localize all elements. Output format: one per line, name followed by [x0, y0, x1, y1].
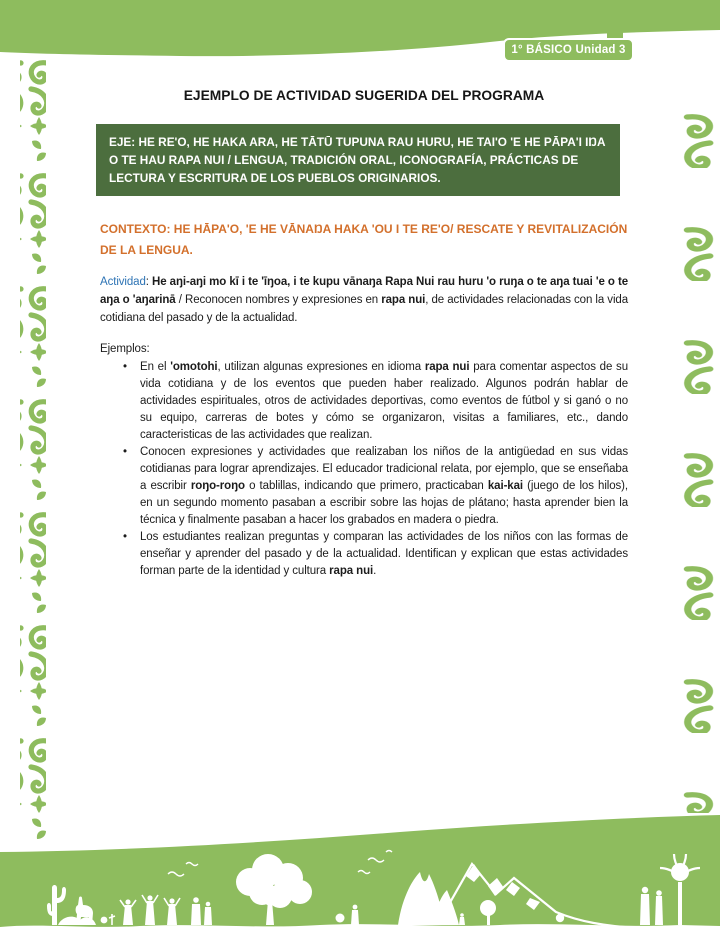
ejemplos-label: Ejemplos: [100, 343, 150, 355]
ejemplos-list [123, 359, 628, 580]
unit-badge: 1° BÁSICO Unidad 3 [503, 38, 634, 62]
ejemplos-section [100, 341, 628, 580]
list-item: • En el 'omotohi, utilizan algunas expresiones en idioma rapa nui para comentar aspectos de su vida cotidiana y de los eventos que pueden haber realizado. Algunos podrán hablar de actividades espirituales, otros de actividades deportivas, como eventos de fútbol y si ganó o no su equipo, carreras de botes y cómo se organizaron, visitas a familiares, etc., dando caracteristicas de las actividades que realizan. [123, 359, 628, 444]
footer-landscape-icon [0, 810, 720, 932]
list-item: • Los estudiantes realizan preguntas y comparan las actividades de los niños con las formas de enseñar y aprender del pasado y de la actualidad. Identifican y explican que estas actividades forman parte de la identidad y cultura rapa nui. [123, 529, 628, 580]
page-title: EJEMPLO DE ACTIVIDAD SUGERIDA DEL PROGRAMA [183, 88, 545, 103]
list-item: • Conocen expresiones y actividades que realizaban los niños de la antigüedad en sus vidas cotidianas para lograr aprendizajes. El educador tradicional relata, por ejemplo, que se enseñaba a escribir roŋo-roŋo o tablillas, indicando que primero, practicaban kai-kai (juego de los hilos), en un segundo momento pasaban a escribir sobre las hojas de plátano; hasta aprender bien la técnica y finalmente pasaban a hacer los grabados en madera o piedra. [123, 444, 628, 529]
actividad-paragraph: Actividad: He aŋi-aŋi mo kī i te 'īŋoa, i te kupu vānaŋa Rapa Nui rau huru 'o ruŋa o te aŋa tuai 'e o te aŋa o 'aŋarinā / Reconocen nombres y expresiones en rapa nui, de actividades relacionadas con la vida cotidiana del pasado y de la actualidad. [100, 276, 628, 324]
contexto-heading: CONTEXTO: HE HĀPA'O, 'E HE VĀNAŊA HAKA 'OU I TE RE'O/ RESCATE Y REVITALIZACIÓN DE LA LENGUA. [100, 222, 628, 257]
eje-box: EJE: HE RE'O, HE HAKA ARA, HE TĀTŪ TUPUNA RAU HURU, HE TAI'O 'E HE PĀPA'I IŊA O TE HAU RAPA NUI / LENGUA, TRADICIÓN ORAL, ICONOGRAFÍA, PRÁCTICAS DE LECTURA Y ESCRITURA DE LOS PUEBLOS ORIGINARIOS. [96, 124, 620, 196]
